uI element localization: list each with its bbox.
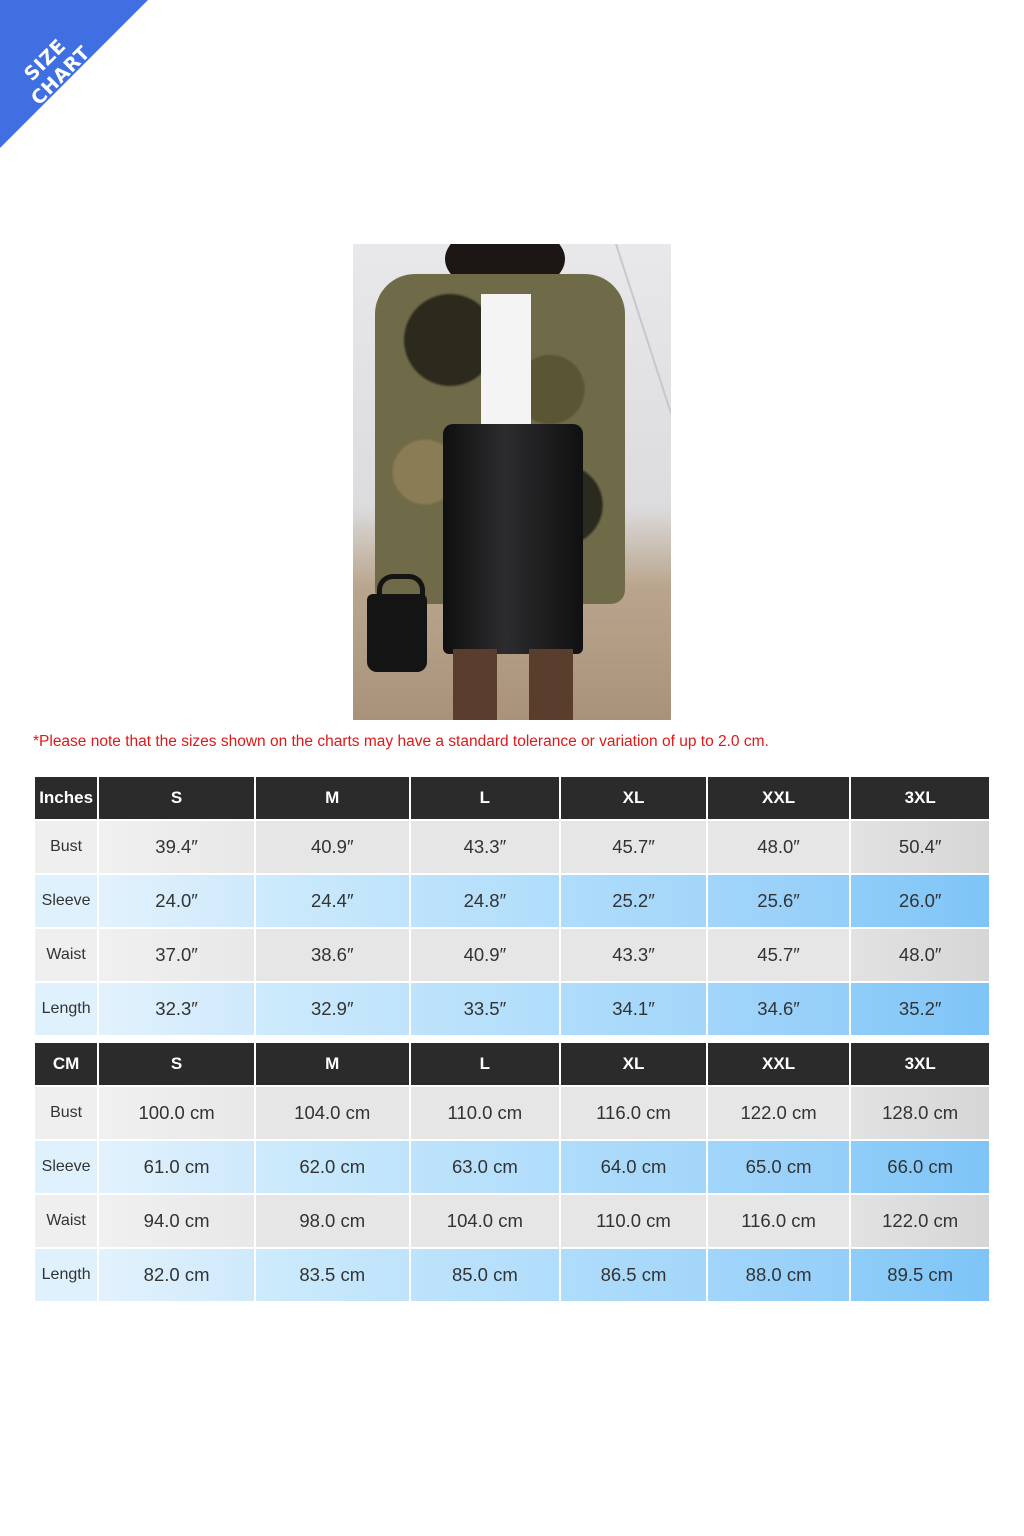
table-header-row <box>35 1043 989 1085</box>
table-cell: 66.0 cm <box>851 1141 989 1193</box>
table-cell: 85.0 cm <box>411 1249 560 1301</box>
table-cell: 34.6″ <box>708 983 850 1035</box>
table-row <box>35 821 989 873</box>
row-label: Waist <box>35 1195 97 1247</box>
table-cell: 43.3″ <box>561 929 706 981</box>
table-cell: 128.0 cm <box>851 1087 989 1139</box>
table-cell: 48.0″ <box>851 929 989 981</box>
table-cell: 33.5″ <box>411 983 560 1035</box>
table-cell: 48.0″ <box>708 821 850 873</box>
size-header: S <box>99 777 254 819</box>
table-cell: 104.0 cm <box>256 1087 409 1139</box>
model-leg-right <box>529 649 573 720</box>
size-header: L <box>411 1043 560 1085</box>
table-cell: 116.0 cm <box>708 1195 850 1247</box>
row-label: Waist <box>35 929 97 981</box>
table-row <box>35 875 989 927</box>
row-label: Bust <box>35 1087 97 1139</box>
table-cell: 35.2″ <box>851 983 989 1035</box>
table-cell: 116.0 cm <box>561 1087 706 1139</box>
product-photo <box>353 244 671 720</box>
table-cell: 88.0 cm <box>708 1249 850 1301</box>
table-row <box>35 983 989 1035</box>
table-cell: 62.0 cm <box>256 1141 409 1193</box>
size-header: M <box>256 1043 409 1085</box>
inches-size-table <box>33 775 991 1037</box>
table-cell: 40.9″ <box>411 929 560 981</box>
table-row <box>35 1195 989 1247</box>
size-header: L <box>411 777 560 819</box>
table-cell: 104.0 cm <box>411 1195 560 1247</box>
table-cell: 32.9″ <box>256 983 409 1035</box>
size-header: 3XL <box>851 1043 989 1085</box>
table-cell: 45.7″ <box>708 929 850 981</box>
table-row <box>35 1249 989 1301</box>
size-header: 3XL <box>851 777 989 819</box>
black-shorts <box>443 424 583 654</box>
row-label: Length <box>35 983 97 1035</box>
table-cell: 82.0 cm <box>99 1249 254 1301</box>
table-cell: 25.2″ <box>561 875 706 927</box>
row-label: Length <box>35 1249 97 1301</box>
model-leg-left <box>453 649 497 720</box>
table-cell: 24.0″ <box>99 875 254 927</box>
unit-header: CM <box>35 1043 97 1085</box>
table-cell: 39.4″ <box>99 821 254 873</box>
size-header: XL <box>561 1043 706 1085</box>
table-cell: 98.0 cm <box>256 1195 409 1247</box>
tolerance-note: *Please note that the sizes shown on the charts may have a standard tolerance or variation of up to 2.0 cm. <box>33 733 769 750</box>
table-cell: 65.0 cm <box>708 1141 850 1193</box>
table-row <box>35 1141 989 1193</box>
table-cell: 100.0 cm <box>99 1087 254 1139</box>
table-cell: 89.5 cm <box>851 1249 989 1301</box>
row-label: Sleeve <box>35 1141 97 1193</box>
table-cell: 32.3″ <box>99 983 254 1035</box>
table-cell: 40.9″ <box>256 821 409 873</box>
white-shirt <box>481 294 531 444</box>
table-header-row <box>35 777 989 819</box>
size-header: XXL <box>708 777 850 819</box>
table-cell: 45.7″ <box>561 821 706 873</box>
table-cell: 34.1″ <box>561 983 706 1035</box>
row-label: Bust <box>35 821 97 873</box>
table-cell: 26.0″ <box>851 875 989 927</box>
banner-label: SIZE CHART <box>19 34 95 110</box>
table-cell: 25.6″ <box>708 875 850 927</box>
size-header: XXL <box>708 1043 850 1085</box>
table-cell: 122.0 cm <box>708 1087 850 1139</box>
unit-header: Inches <box>35 777 97 819</box>
table-row <box>35 1087 989 1139</box>
table-cell: 38.6″ <box>256 929 409 981</box>
size-header: M <box>256 777 409 819</box>
table-cell: 37.0″ <box>99 929 254 981</box>
table-cell: 63.0 cm <box>411 1141 560 1193</box>
table-cell: 110.0 cm <box>411 1087 560 1139</box>
row-label: Sleeve <box>35 875 97 927</box>
table-cell: 64.0 cm <box>561 1141 706 1193</box>
table-cell: 24.8″ <box>411 875 560 927</box>
handbag <box>367 594 427 672</box>
table-cell: 43.3″ <box>411 821 560 873</box>
size-header: XL <box>561 777 706 819</box>
table-cell: 110.0 cm <box>561 1195 706 1247</box>
size-chart-banner <box>0 0 150 150</box>
table-cell: 86.5 cm <box>561 1249 706 1301</box>
table-cell: 50.4″ <box>851 821 989 873</box>
table-cell: 24.4″ <box>256 875 409 927</box>
table-cell: 94.0 cm <box>99 1195 254 1247</box>
table-cell: 83.5 cm <box>256 1249 409 1301</box>
cm-size-table <box>33 1041 991 1303</box>
table-cell: 61.0 cm <box>99 1141 254 1193</box>
table-cell: 122.0 cm <box>851 1195 989 1247</box>
size-header: S <box>99 1043 254 1085</box>
table-row <box>35 929 989 981</box>
